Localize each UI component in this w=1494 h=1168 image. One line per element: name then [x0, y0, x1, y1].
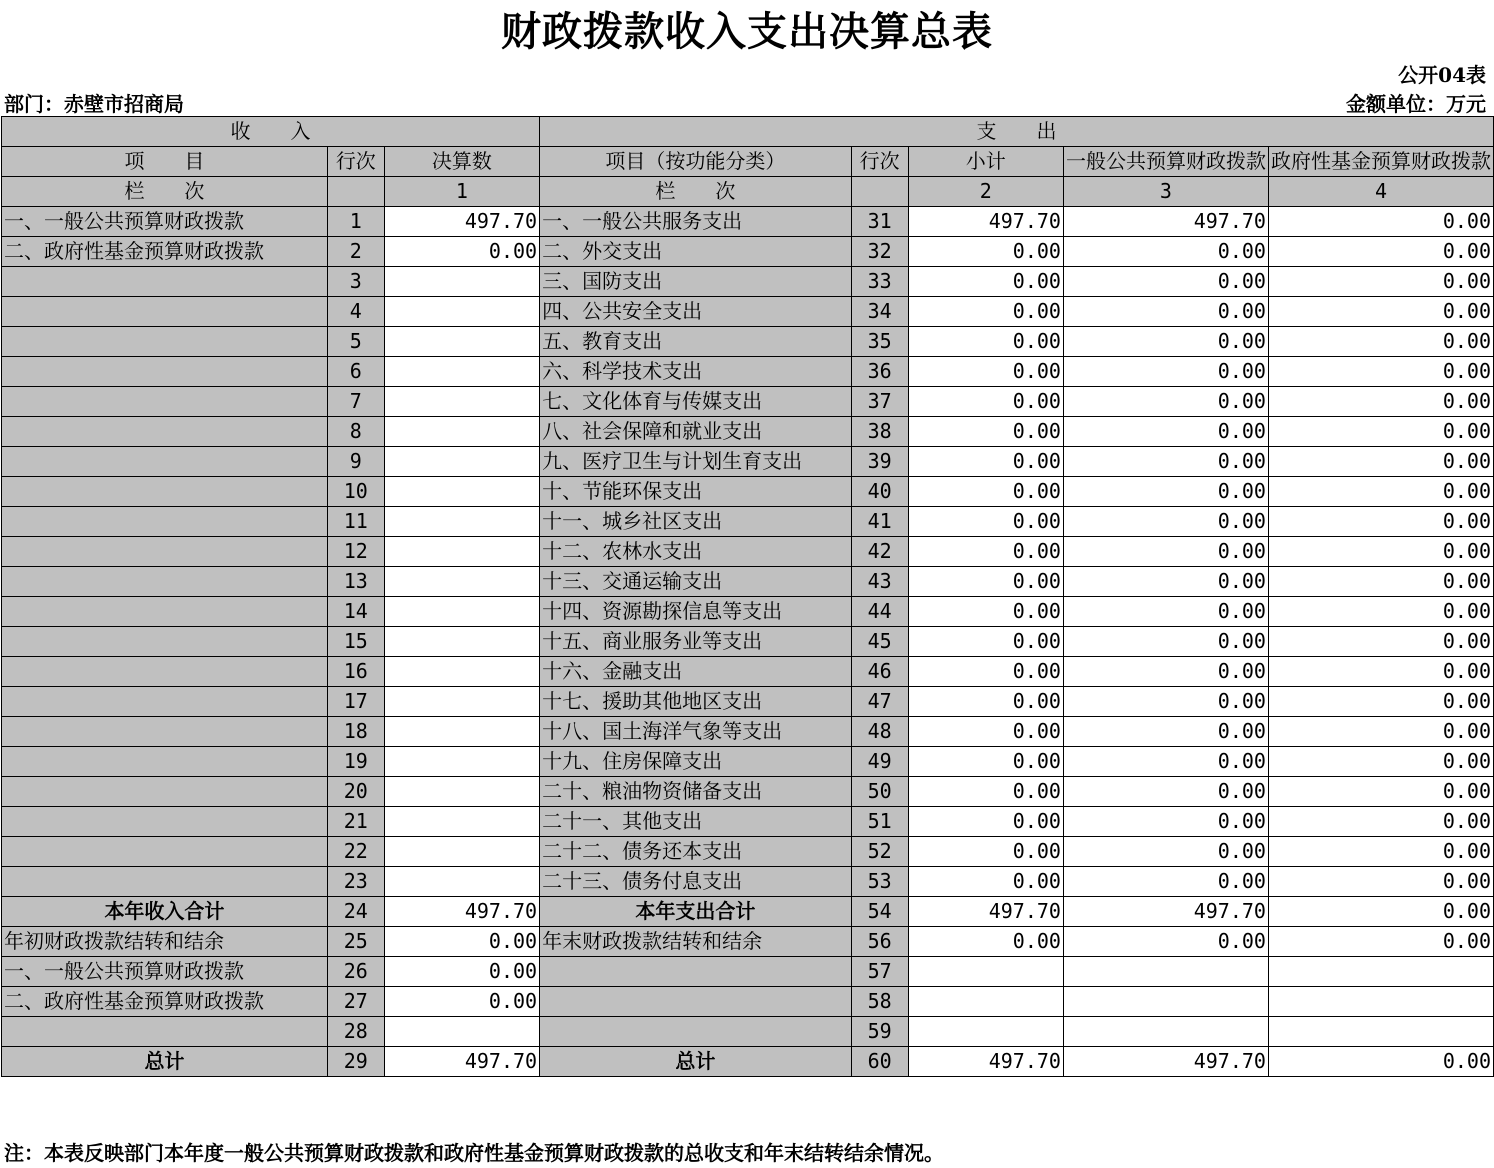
- expense-row-no: 57: [851, 957, 908, 987]
- expense-row-no: 36: [851, 357, 908, 387]
- income-row-no: 2: [327, 237, 384, 267]
- expense-gov-fund: 0.00: [1268, 627, 1493, 657]
- department-label: 部门：赤壁市招商局: [4, 92, 184, 116]
- income-row-no: 28: [327, 1017, 384, 1047]
- expense-subtotal: 0.00: [908, 927, 1063, 957]
- expense-general-budget: 497.70: [1063, 207, 1268, 237]
- expense-subtotal: 0.00: [908, 537, 1063, 567]
- item-func-header: 项目（按功能分类）: [540, 147, 852, 177]
- expense-subtotal: 497.70: [908, 897, 1063, 927]
- income-item: [2, 867, 328, 897]
- expense-item: 十七、援助其他地区支出: [540, 687, 852, 717]
- table-row: [2, 657, 1494, 687]
- table-row: [2, 597, 1494, 627]
- income-row-no: 14: [327, 597, 384, 627]
- income-row-no: 8: [327, 417, 384, 447]
- expense-general-budget: 0.00: [1063, 507, 1268, 537]
- expense-subtotal: 0.00: [908, 417, 1063, 447]
- expense-gov-fund: 0.00: [1268, 237, 1493, 267]
- year-total-row: [2, 897, 1494, 927]
- income-row-no: 20: [327, 777, 384, 807]
- table-row: [2, 567, 1494, 597]
- grand-total-row: [2, 1047, 1494, 1077]
- income-item: [2, 687, 328, 717]
- expense-subtotal: 0.00: [908, 567, 1063, 597]
- income-item: [2, 627, 328, 657]
- income-amount: [384, 417, 539, 447]
- expense-item: [540, 987, 852, 1017]
- income-item: [2, 387, 328, 417]
- row-no-header-2: 行次: [851, 147, 908, 177]
- table-row: [2, 237, 1494, 267]
- table-row: [2, 477, 1494, 507]
- income-row-no: 6: [327, 357, 384, 387]
- expense-row-no: 35: [851, 327, 908, 357]
- table-row: [2, 357, 1494, 387]
- expense-item: 十二、农林水支出: [540, 537, 852, 567]
- expense-item: 十四、资源勘探信息等支出: [540, 597, 852, 627]
- expense-general-budget: 0.00: [1063, 657, 1268, 687]
- expense-item: 三、国防支出: [540, 267, 852, 297]
- income-item: [2, 747, 328, 777]
- table-row: [2, 327, 1494, 357]
- table-row: [2, 207, 1494, 237]
- expense-gov-fund: 0.00: [1268, 507, 1493, 537]
- gov-fund-header: 政府性基金预算财政拨款: [1268, 147, 1493, 177]
- expense-gov-fund: [1268, 1017, 1493, 1047]
- income-amount: [384, 267, 539, 297]
- expense-item: 十六、金融支出: [540, 657, 852, 687]
- expense-row-no: 37: [851, 387, 908, 417]
- income-item: [2, 267, 328, 297]
- income-row-no: 13: [327, 567, 384, 597]
- income-amount: 0.00: [384, 237, 539, 267]
- table-row: [2, 267, 1494, 297]
- table-row: [2, 777, 1494, 807]
- income-amount: 0.00: [384, 927, 539, 957]
- expense-item: 二十一、其他支出: [540, 807, 852, 837]
- income-amount: [384, 807, 539, 837]
- general-budget-header: 一般公共预算财政拨款: [1063, 147, 1268, 177]
- expense-row-no: 47: [851, 687, 908, 717]
- income-item: [2, 507, 328, 537]
- expense-subtotal: 497.70: [908, 207, 1063, 237]
- col-blank-2: [851, 177, 908, 207]
- table-row: [2, 537, 1494, 567]
- unit-label: 金额单位：万元: [1346, 92, 1486, 116]
- table-row: [2, 627, 1494, 657]
- item-header: 项 目: [2, 147, 328, 177]
- table-row: [2, 417, 1494, 447]
- expense-item: 七、文化体育与传媒支出: [540, 387, 852, 417]
- income-item: [2, 597, 328, 627]
- income-row-no: 7: [327, 387, 384, 417]
- income-row-no: 17: [327, 687, 384, 717]
- carry-row: [2, 1017, 1494, 1047]
- expense-item: 一、一般公共服务支出: [540, 207, 852, 237]
- expense-item: 九、医疗卫生与计划生育支出: [540, 447, 852, 477]
- expense-row-no: 46: [851, 657, 908, 687]
- expense-gov-fund: 0.00: [1268, 777, 1493, 807]
- expense-general-budget: 0.00: [1063, 627, 1268, 657]
- col-2: 2: [908, 177, 1063, 207]
- expense-subtotal: 0.00: [908, 657, 1063, 687]
- expense-subtotal: 0.00: [908, 597, 1063, 627]
- expense-gov-fund: 0.00: [1268, 807, 1493, 837]
- income-row-no: 1: [327, 207, 384, 237]
- income-amount: 0.00: [384, 957, 539, 987]
- header-row-columns: [2, 147, 1494, 177]
- carry-row: [2, 957, 1494, 987]
- expense-general-budget: 0.00: [1063, 867, 1268, 897]
- income-row-no: 25: [327, 927, 384, 957]
- table-row: [2, 747, 1494, 777]
- income-amount: [384, 657, 539, 687]
- expense-gov-fund: 0.00: [1268, 1047, 1493, 1077]
- expense-row-no: 48: [851, 717, 908, 747]
- expense-gov-fund: 0.00: [1268, 657, 1493, 687]
- expense-general-budget: 0.00: [1063, 597, 1268, 627]
- expense-subtotal: 0.00: [908, 237, 1063, 267]
- income-item: [2, 357, 328, 387]
- expense-subtotal: 0.00: [908, 777, 1063, 807]
- expense-general-budget: 0.00: [1063, 807, 1268, 837]
- income-item: 总计: [2, 1047, 328, 1077]
- expense-subtotal: 0.00: [908, 387, 1063, 417]
- expense-gov-fund: 0.00: [1268, 897, 1493, 927]
- income-row-no: 5: [327, 327, 384, 357]
- expense-row-no: 40: [851, 477, 908, 507]
- income-amount: [384, 597, 539, 627]
- expense-general-budget: 0.00: [1063, 927, 1268, 957]
- expense-row-no: 45: [851, 627, 908, 657]
- table-row: [2, 867, 1494, 897]
- col-blank: [327, 177, 384, 207]
- income-row-no: 24: [327, 897, 384, 927]
- income-row-no: 3: [327, 267, 384, 297]
- expense-general-budget: 497.70: [1063, 1047, 1268, 1077]
- expense-general-budget: 0.00: [1063, 567, 1268, 597]
- expense-gov-fund: 0.00: [1268, 327, 1493, 357]
- income-row-no: 15: [327, 627, 384, 657]
- expense-gov-fund: [1268, 957, 1493, 987]
- col-label-2: 栏 次: [540, 177, 852, 207]
- table-row: [2, 387, 1494, 417]
- expense-item: 二十二、债务还本支出: [540, 837, 852, 867]
- expense-item: 十一、城乡社区支出: [540, 507, 852, 537]
- income-item: [2, 717, 328, 747]
- expense-row-no: 38: [851, 417, 908, 447]
- income-item: [2, 837, 328, 867]
- page-title: 财政拨款收入支出决算总表: [501, 8, 993, 55]
- income-amount: [384, 717, 539, 747]
- expense-subtotal: 0.00: [908, 507, 1063, 537]
- expense-row-no: 50: [851, 777, 908, 807]
- income-item: 本年收入合计: [2, 897, 328, 927]
- income-amount: [384, 387, 539, 417]
- income-item: [2, 567, 328, 597]
- expense-row-no: 39: [851, 447, 908, 477]
- expense-subtotal: 0.00: [908, 357, 1063, 387]
- income-item: [2, 327, 328, 357]
- income-row-no: 10: [327, 477, 384, 507]
- expense-row-no: 58: [851, 987, 908, 1017]
- carry-row: [2, 987, 1494, 1017]
- expense-general-budget: 0.00: [1063, 417, 1268, 447]
- income-amount: [384, 687, 539, 717]
- final-amount-header: 决算数: [384, 147, 539, 177]
- expense-item: 十三、交通运输支出: [540, 567, 852, 597]
- expense-general-budget: 0.00: [1063, 777, 1268, 807]
- income-row-no: 18: [327, 717, 384, 747]
- table-row: [2, 837, 1494, 867]
- income-row-no: 12: [327, 537, 384, 567]
- expense-general-budget: [1063, 957, 1268, 987]
- expense-subtotal: 497.70: [908, 1047, 1063, 1077]
- income-amount: [384, 867, 539, 897]
- expense-item: 四、公共安全支出: [540, 297, 852, 327]
- expense-general-budget: 0.00: [1063, 537, 1268, 567]
- expense-item: 八、社会保障和就业支出: [540, 417, 852, 447]
- expense-item: 六、科学技术支出: [540, 357, 852, 387]
- income-item: [2, 477, 328, 507]
- form-number: 公开04表: [1398, 63, 1486, 87]
- income-amount: [384, 1017, 539, 1047]
- carry-row: [2, 927, 1494, 957]
- income-item: 一、一般公共预算财政拨款: [2, 207, 328, 237]
- expense-row-no: 49: [851, 747, 908, 777]
- expense-gov-fund: 0.00: [1268, 927, 1493, 957]
- expense-subtotal: 0.00: [908, 267, 1063, 297]
- table-row: [2, 507, 1494, 537]
- expense-subtotal: 0.00: [908, 477, 1063, 507]
- table-row: [2, 807, 1494, 837]
- col-label: 栏 次: [2, 177, 328, 207]
- expense-item: 十五、商业服务业等支出: [540, 627, 852, 657]
- income-item: [2, 1017, 328, 1047]
- table-row: [2, 687, 1494, 717]
- expense-general-budget: [1063, 987, 1268, 1017]
- expense-row-no: 41: [851, 507, 908, 537]
- expense-row-no: 52: [851, 837, 908, 867]
- expense-row-no: 32: [851, 237, 908, 267]
- expense-row-no: 54: [851, 897, 908, 927]
- income-row-no: 19: [327, 747, 384, 777]
- expense-general-budget: 0.00: [1063, 687, 1268, 717]
- expense-item: 二十、粮油物资储备支出: [540, 777, 852, 807]
- column-index-row: [2, 177, 1494, 207]
- income-row-no: 9: [327, 447, 384, 477]
- expense-row-no: 53: [851, 867, 908, 897]
- col-4: 4: [1268, 177, 1493, 207]
- expense-row-no: 60: [851, 1047, 908, 1077]
- expense-general-budget: 0.00: [1063, 327, 1268, 357]
- expense-general-budget: 0.00: [1063, 267, 1268, 297]
- expense-gov-fund: 0.00: [1268, 837, 1493, 867]
- col-3: 3: [1063, 177, 1268, 207]
- expense-subtotal: 0.00: [908, 627, 1063, 657]
- income-amount: [384, 777, 539, 807]
- expense-subtotal: 0.00: [908, 297, 1063, 327]
- row-no-header: 行次: [327, 147, 384, 177]
- table-row: [2, 447, 1494, 477]
- expense-subtotal: 0.00: [908, 867, 1063, 897]
- income-amount: [384, 297, 539, 327]
- subtotal-header: 小计: [908, 147, 1063, 177]
- expense-gov-fund: 0.00: [1268, 717, 1493, 747]
- expense-subtotal: 0.00: [908, 717, 1063, 747]
- expense-row-no: 56: [851, 927, 908, 957]
- income-row-no: 27: [327, 987, 384, 1017]
- expense-item: 二十三、债务付息支出: [540, 867, 852, 897]
- expense-item: 十、节能环保支出: [540, 477, 852, 507]
- income-amount: [384, 627, 539, 657]
- expense-gov-fund: 0.00: [1268, 477, 1493, 507]
- expense-row-no: 31: [851, 207, 908, 237]
- income-amount: [384, 837, 539, 867]
- expense-general-budget: 0.00: [1063, 747, 1268, 777]
- expense-gov-fund: [1268, 987, 1493, 1017]
- income-amount: [384, 567, 539, 597]
- expense-row-no: 34: [851, 297, 908, 327]
- footnote: 注：本表反映部门本年度一般公共预算财政拨款和政府性基金预算财政拨款的总收支和年末结转结余情况。: [4, 1141, 944, 1165]
- expense-gov-fund: 0.00: [1268, 537, 1493, 567]
- expense-gov-fund: 0.00: [1268, 567, 1493, 597]
- expense-subtotal: 0.00: [908, 747, 1063, 777]
- income-row-no: 11: [327, 507, 384, 537]
- header-row-sections: [2, 117, 1494, 147]
- expense-item: 本年支出合计: [540, 897, 852, 927]
- income-amount: [384, 357, 539, 387]
- income-item: [2, 777, 328, 807]
- income-item: [2, 537, 328, 567]
- income-row-no: 4: [327, 297, 384, 327]
- income-row-no: 29: [327, 1047, 384, 1077]
- expense-row-no: 59: [851, 1017, 908, 1047]
- expense-subtotal: [908, 987, 1063, 1017]
- expense-header: 支 出: [540, 117, 1494, 147]
- expense-row-no: 42: [851, 537, 908, 567]
- income-item: 二、政府性基金预算财政拨款: [2, 987, 328, 1017]
- income-item: [2, 807, 328, 837]
- expense-gov-fund: 0.00: [1268, 597, 1493, 627]
- income-amount: [384, 327, 539, 357]
- income-amount: [384, 447, 539, 477]
- expense-subtotal: 0.00: [908, 327, 1063, 357]
- income-amount: [384, 747, 539, 777]
- expense-gov-fund: 0.00: [1268, 387, 1493, 417]
- expense-item: 二、外交支出: [540, 237, 852, 267]
- expense-gov-fund: 0.00: [1268, 417, 1493, 447]
- expense-subtotal: 0.00: [908, 837, 1063, 867]
- expense-general-budget: 0.00: [1063, 477, 1268, 507]
- expense-item: 总计: [540, 1047, 852, 1077]
- table-row: [2, 297, 1494, 327]
- table-row: [2, 717, 1494, 747]
- expense-row-no: 43: [851, 567, 908, 597]
- expense-general-budget: 0.00: [1063, 237, 1268, 267]
- expense-general-budget: 0.00: [1063, 447, 1268, 477]
- income-header: 收 入: [2, 117, 540, 147]
- expense-gov-fund: 0.00: [1268, 207, 1493, 237]
- income-item: [2, 447, 328, 477]
- expense-item: 十九、住房保障支出: [540, 747, 852, 777]
- expense-row-no: 44: [851, 597, 908, 627]
- expense-row-no: 51: [851, 807, 908, 837]
- expense-general-budget: 0.00: [1063, 297, 1268, 327]
- expense-general-budget: [1063, 1017, 1268, 1047]
- expense-general-budget: 0.00: [1063, 387, 1268, 417]
- expense-gov-fund: 0.00: [1268, 297, 1493, 327]
- income-item: 年初财政拨款结转和结余: [2, 927, 328, 957]
- expense-subtotal: 0.00: [908, 447, 1063, 477]
- income-item: [2, 417, 328, 447]
- income-item: 一、一般公共预算财政拨款: [2, 957, 328, 987]
- col-1: 1: [384, 177, 539, 207]
- expense-general-budget: 0.00: [1063, 837, 1268, 867]
- expense-general-budget: 0.00: [1063, 357, 1268, 387]
- income-row-no: 26: [327, 957, 384, 987]
- income-amount: [384, 477, 539, 507]
- expense-item: [540, 1017, 852, 1047]
- expense-row-no: 33: [851, 267, 908, 297]
- income-item: [2, 297, 328, 327]
- expense-gov-fund: 0.00: [1268, 447, 1493, 477]
- expense-subtotal: 0.00: [908, 807, 1063, 837]
- income-amount: 497.70: [384, 897, 539, 927]
- expense-subtotal: [908, 1017, 1063, 1047]
- expense-item: [540, 957, 852, 987]
- expense-gov-fund: 0.00: [1268, 747, 1493, 777]
- expense-gov-fund: 0.00: [1268, 357, 1493, 387]
- income-item: [2, 657, 328, 687]
- income-amount: [384, 537, 539, 567]
- expense-item: 五、教育支出: [540, 327, 852, 357]
- income-row-no: 21: [327, 807, 384, 837]
- expense-gov-fund: 0.00: [1268, 267, 1493, 297]
- income-row-no: 16: [327, 657, 384, 687]
- income-item: 二、政府性基金预算财政拨款: [2, 237, 328, 267]
- expense-gov-fund: 0.00: [1268, 687, 1493, 717]
- budget-table: [1, 116, 1494, 1077]
- income-row-no: 22: [327, 837, 384, 867]
- expense-gov-fund: 0.00: [1268, 867, 1493, 897]
- expense-general-budget: 0.00: [1063, 717, 1268, 747]
- income-amount: 497.70: [384, 1047, 539, 1077]
- income-amount: [384, 507, 539, 537]
- expense-item: 十八、国土海洋气象等支出: [540, 717, 852, 747]
- expense-item: 年末财政拨款结转和结余: [540, 927, 852, 957]
- expense-subtotal: 0.00: [908, 687, 1063, 717]
- expense-subtotal: [908, 957, 1063, 987]
- income-amount: 497.70: [384, 207, 539, 237]
- expense-general-budget: 497.70: [1063, 897, 1268, 927]
- income-row-no: 23: [327, 867, 384, 897]
- income-amount: 0.00: [384, 987, 539, 1017]
